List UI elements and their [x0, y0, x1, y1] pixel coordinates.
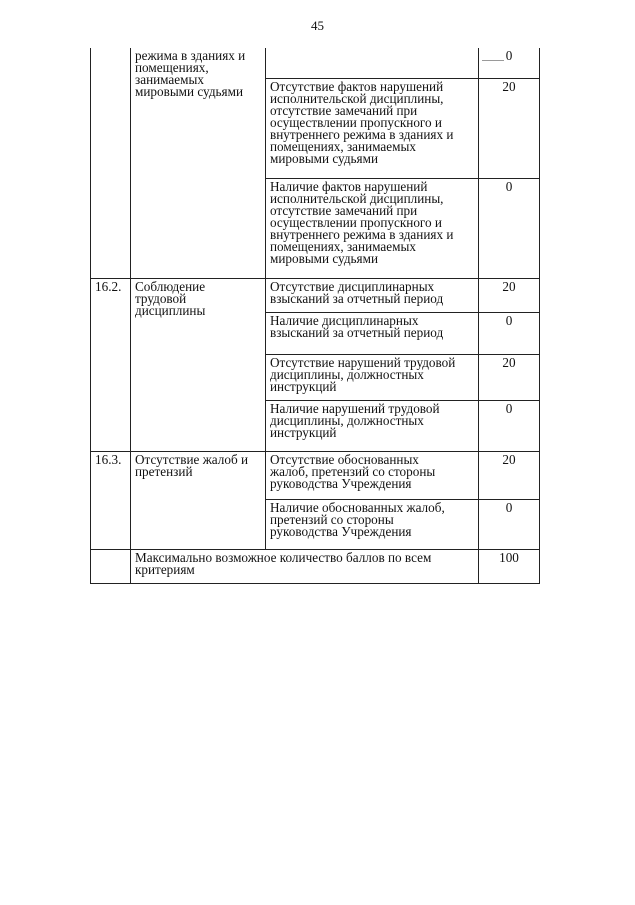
score-cell: 0	[479, 48, 540, 78]
indicator-cell	[266, 48, 479, 78]
score-cell: 20	[479, 451, 540, 499]
indicator-cell: Наличие фактов нарушений исполнительской дисциплины, отсутствие замечаний при осуществлении пропускного и внутреннего режима в зданиях и помещениях, занимаемых мировыми судьями	[266, 178, 479, 278]
total-label-cell: Максимально возможное количество баллов по всем критериям	[131, 549, 479, 583]
total-score-cell: 100	[479, 549, 540, 583]
score-cell: 20	[479, 78, 540, 178]
indicator-cell: Наличие обоснованных жалоб, претензий со стороны руководства Учреждения	[266, 499, 479, 549]
indicator-cell: Отсутствие фактов нарушений исполнительской дисциплины, отсутствие замечаний при осуществлении пропускного и внутреннего режима в зданиях и помещениях, занимаемых мировыми судьями	[266, 78, 479, 178]
row-number-cell: 16.3.	[91, 451, 131, 549]
indicator-cell: Наличие дисциплинарных взысканий за отчетный период	[266, 312, 479, 354]
criterion-cell: Отсутствие жалоб и претензий	[131, 451, 266, 549]
indicator-cell: Наличие нарушений трудовой дисциплины, должностных инструкций	[266, 400, 479, 451]
page-number: 45	[311, 18, 324, 33]
row-number-cell	[91, 549, 131, 583]
table-row	[91, 451, 540, 499]
table-row	[91, 278, 540, 312]
indicator-cell: Отсутствие обоснованных жалоб, претензий со стороны руководства Учреждения	[266, 451, 479, 499]
score-cell: 0	[479, 312, 540, 354]
table-row-total	[91, 549, 540, 583]
criterion-cell: режима в зданиях и помещениях, занимаемых мировыми судьями	[131, 48, 266, 278]
score-cell: 0	[479, 400, 540, 451]
score-cell: 20	[479, 278, 540, 312]
row-number-cell	[91, 48, 131, 278]
row-number-cell: 16.2.	[91, 278, 131, 451]
score-cell: 0	[479, 499, 540, 549]
criteria-table	[90, 48, 540, 584]
table-row	[91, 48, 540, 78]
score-cell: 20	[479, 354, 540, 400]
score-cell: 0	[479, 178, 540, 278]
indicator-cell: Отсутствие нарушений трудовой дисциплины, должностных инструкций	[266, 354, 479, 400]
indicator-cell: Отсутствие дисциплинарных взысканий за отчетный период	[266, 278, 479, 312]
criterion-cell: Соблюдение трудовой дисциплины	[131, 278, 266, 451]
